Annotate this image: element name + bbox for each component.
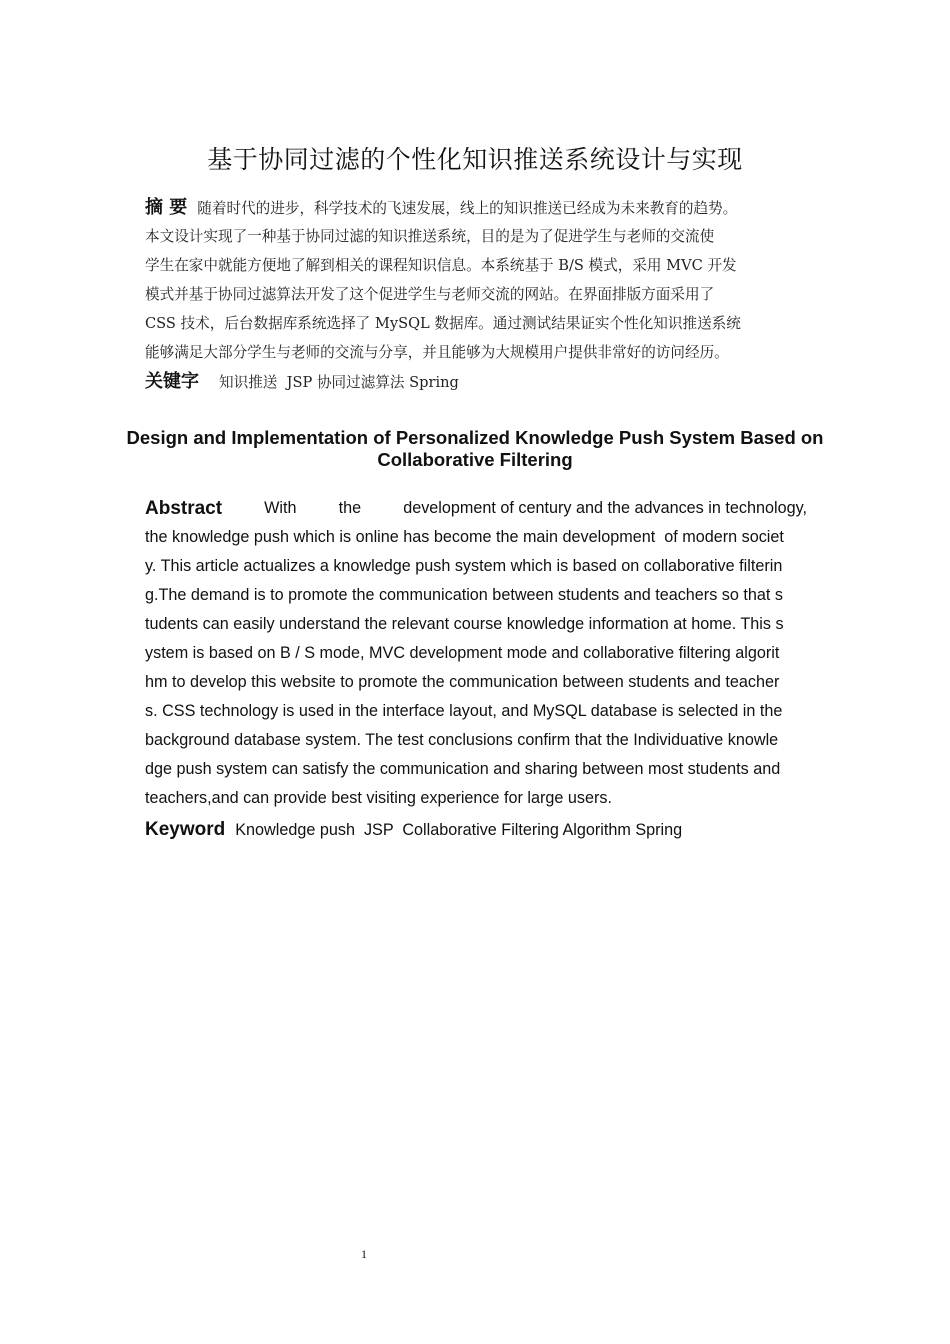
english-abstract-line: tudents can easily understand the relevant course knowledge information at home. This s (145, 615, 784, 633)
chinese-abstract-line: 模式并基于协同过滤算法开发了这个促进学生与老师交流的网站。在界面排版方面采用了 (145, 286, 715, 303)
english-abstract-line: ystem is based on B / S mode, MVC development mode and collaborative filtering algorit (145, 644, 780, 662)
chinese-abstract-line: CSS 技术，后台数据库系统选择了 MySQL 数据库。通过测试结果证实个性化知识推送系统 (145, 315, 741, 332)
english-keywords-label: Keyword (145, 819, 226, 840)
english-abstract-first-line (145, 494, 807, 523)
chinese-abstract-line: 能够满足大部分学生与老师的交流与分享，并且能够为大规模用户提供非常好的访问经历。 (145, 344, 729, 361)
english-abstract-line: background database system. The test conclusions confirm that the Individuative knowle (145, 731, 779, 749)
english-abstract-word: With (264, 499, 297, 517)
english-abstract-line: y. This article actualizes a knowledge push system which is based on collaborative filterin (145, 557, 783, 575)
chinese-keywords-text: 知识推送 JSP 协同过滤算法 Spring (219, 374, 459, 391)
english-abstract-word: development of century and the advances in technology, (403, 499, 807, 517)
english-abstract-label: Abstract (145, 498, 223, 519)
chinese-keywords-label: 关键字 (145, 371, 199, 392)
english-abstract-line: the knowledge push which is online has become the main development of modern societ (145, 528, 784, 546)
english-abstract-line: dge push system can satisfy the communication and sharing between most students and (145, 760, 781, 778)
chinese-abstract-label: 摘 要 (145, 197, 188, 218)
chinese-abstract-text: 随着时代的进步，科学技术的飞速发展，线上的知识推送已经成为未来教育的趋势。 (197, 200, 738, 217)
page-number: 1 (361, 1247, 367, 1261)
english-abstract (145, 494, 810, 813)
english-keywords-text: Knowledge push JSP Collaborative Filtering Algorithm Spring (235, 821, 683, 839)
chinese-title: 基于协同过滤的个性化知识推送系统设计与实现 (207, 145, 743, 174)
chinese-abstract-line: 本文设计实现了一种基于协同过滤的知识推送系统，目的是为了促进学生与老师的交流使 (145, 228, 715, 245)
english-abstract-line: g.The demand is to promote the communication between students and teachers so that s (145, 586, 783, 604)
english-keywords (145, 815, 825, 845)
chinese-abstract-line: 学生在家中就能方便地了解到相关的课程知识信息。本系统基于 B/S 模式，采用 MVC 开发 (145, 257, 737, 274)
chinese-abstract-line (145, 193, 825, 222)
chinese-keywords (145, 367, 825, 397)
english-title: Design and Implementation of Personalized Knowledge Push System Based on Collaborative Filtering (126, 427, 824, 470)
chinese-abstract (145, 193, 825, 367)
english-abstract-line: s. CSS technology is used in the interface layout, and MySQL database is selected in the (145, 702, 783, 720)
english-abstract-line: teachers,and can provide best visiting experience for large users. (145, 789, 612, 807)
english-abstract-line: hm to develop this website to promote the communication between students and teacher (145, 673, 780, 691)
english-abstract-word: the (338, 499, 362, 517)
